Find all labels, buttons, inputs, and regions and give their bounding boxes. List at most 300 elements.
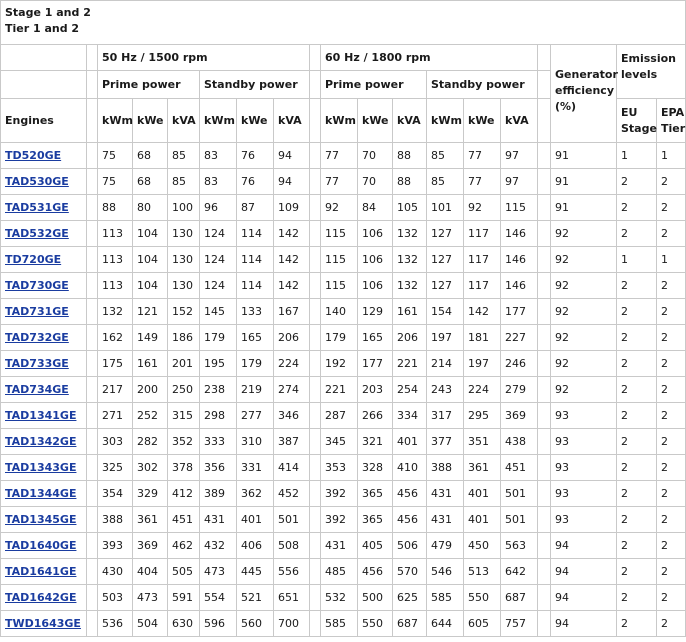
value-cell: 2 [657,325,686,351]
value-cell: 91 [551,143,617,169]
spacer-cell [310,403,321,429]
value-cell: 271 [98,403,133,429]
value-cell: 456 [358,559,393,585]
spacer-cell [310,611,321,637]
gen-eff-line-1: Generator [555,68,618,81]
value-cell: 146 [501,273,538,299]
value-cell: 298 [200,403,237,429]
spacer-cell [538,99,551,143]
value-cell: 85 [427,143,464,169]
table-row [1,611,686,637]
value-cell: 2 [617,585,657,611]
value-cell: 563 [501,533,538,559]
table-row [1,429,686,455]
value-cell: 93 [551,403,617,429]
eu-line-2: Stage [621,122,657,135]
value-cell: 175 [98,351,133,377]
value-cell: 388 [98,507,133,533]
value-cell: 282 [133,429,168,455]
spacer-cell [87,377,98,403]
engine-link[interactable]: TD520GE [5,149,62,162]
value-cell: 2 [657,221,686,247]
value-cell: 77 [464,143,501,169]
value-cell: 378 [168,455,200,481]
value-cell: 167 [274,299,310,325]
engine-cell [1,585,87,611]
spacer-cell [538,403,551,429]
value-cell: 356 [200,455,237,481]
eu-line-1: EU [621,106,638,119]
epa-line-2: Tier [661,122,686,135]
value-cell: 162 [98,325,133,351]
value-cell: 550 [358,611,393,637]
value-cell: 70 [358,143,393,169]
value-cell: 221 [321,377,358,403]
value-cell: 393 [98,533,133,559]
value-cell: 2 [617,351,657,377]
spacer-cell [538,221,551,247]
value-cell: 521 [237,585,274,611]
spacer-cell [310,299,321,325]
value-cell: 115 [321,247,358,273]
engine-link[interactable]: TAD1345GE [5,513,77,526]
value-cell: 113 [98,247,133,273]
value-cell: 451 [168,507,200,533]
unit-kwe-60p: kWe [358,99,393,143]
value-cell: 303 [98,429,133,455]
value-cell: 104 [133,247,168,273]
spacer-cell [310,481,321,507]
value-cell: 246 [501,351,538,377]
value-cell: 88 [98,195,133,221]
value-cell: 127 [427,247,464,273]
value-cell: 345 [321,429,358,455]
engine-link[interactable]: TAD732GE [5,331,69,344]
value-cell: 92 [551,351,617,377]
value-cell: 2 [657,507,686,533]
spacer-cell [310,377,321,403]
value-cell: 197 [464,351,501,377]
value-cell: 114 [237,273,274,299]
value-cell: 2 [617,559,657,585]
value-cell: 473 [200,559,237,585]
value-cell: 2 [617,403,657,429]
value-cell: 388 [427,455,464,481]
table-row [1,585,686,611]
value-cell: 431 [321,533,358,559]
value-cell: 2 [657,195,686,221]
value-cell: 2 [617,507,657,533]
value-cell: 124 [200,273,237,299]
spacer-cell [87,71,98,99]
value-cell: 75 [98,169,133,195]
spacer-cell [87,99,98,143]
spacer-cell [87,611,98,637]
value-cell: 266 [358,403,393,429]
value-cell: 200 [133,377,168,403]
value-cell: 77 [464,169,501,195]
value-cell: 129 [358,299,393,325]
value-cell: 113 [98,221,133,247]
spacer-cell [310,325,321,351]
table-row [1,221,686,247]
table-row [1,169,686,195]
engine-cell [1,221,87,247]
value-cell: 165 [358,325,393,351]
spacer-cell [310,455,321,481]
value-cell: 75 [98,143,133,169]
value-cell: 161 [133,351,168,377]
spacer-cell [87,481,98,507]
value-cell: 456 [393,481,427,507]
value-cell: 346 [274,403,310,429]
emission-line-2: levels [621,68,658,81]
value-cell: 513 [464,559,501,585]
value-cell: 556 [274,559,310,585]
value-cell: 94 [551,533,617,559]
value-cell: 92 [321,195,358,221]
value-cell: 132 [393,247,427,273]
standby-power-60: Standby power [427,71,538,99]
spacer-cell [538,559,551,585]
eu-stage-header [617,99,657,143]
spacer-cell [87,429,98,455]
engine-cell [1,325,87,351]
value-cell: 501 [501,507,538,533]
value-cell: 406 [237,533,274,559]
spacer-cell [538,351,551,377]
value-cell: 109 [274,195,310,221]
value-cell: 130 [168,247,200,273]
value-cell: 591 [168,585,200,611]
value-cell: 179 [237,351,274,377]
unit-kva-60p: kVA [393,99,427,143]
value-cell: 333 [200,429,237,455]
engines-header: Engines [1,99,87,143]
value-cell: 503 [98,585,133,611]
spacer-cell [538,169,551,195]
value-cell: 186 [168,325,200,351]
spacer-cell [310,273,321,299]
value-cell: 85 [168,143,200,169]
value-cell: 351 [464,429,501,455]
value-cell: 146 [501,247,538,273]
value-cell: 93 [551,429,617,455]
spacer-cell [87,273,98,299]
unit-kwe-60s: kWe [464,99,501,143]
value-cell: 369 [133,533,168,559]
value-cell: 438 [501,429,538,455]
value-cell: 1 [657,143,686,169]
group-60hz: 60 Hz / 1800 rpm [321,45,538,71]
value-cell: 113 [98,273,133,299]
value-cell: 485 [321,559,358,585]
engine-link[interactable]: TAD734GE [5,383,69,396]
value-cell: 142 [274,221,310,247]
value-cell: 104 [133,221,168,247]
value-cell: 315 [168,403,200,429]
table-row [1,273,686,299]
value-cell: 146 [501,221,538,247]
value-cell: 2 [657,481,686,507]
value-cell: 92 [551,221,617,247]
header-blank [1,71,87,99]
spacer-cell [87,507,98,533]
caption-line-tier: Tier 1 and 2 [5,22,80,35]
value-cell: 152 [168,299,200,325]
value-cell: 2 [617,273,657,299]
value-cell: 115 [321,221,358,247]
value-cell: 405 [358,533,393,559]
value-cell: 85 [427,169,464,195]
value-cell: 504 [133,611,168,637]
spacer-cell [87,221,98,247]
value-cell: 177 [501,299,538,325]
table-row [1,351,686,377]
spacer-cell [87,325,98,351]
unit-kwe-50p: kWe [133,99,168,143]
engine-link[interactable]: TAD1342GE [5,435,77,448]
value-cell: 2 [657,585,686,611]
value-cell: 105 [393,195,427,221]
engine-cell [1,403,87,429]
value-cell: 132 [393,273,427,299]
spacer-cell [87,143,98,169]
engine-cell [1,611,87,637]
value-cell: 404 [133,559,168,585]
value-cell: 127 [427,221,464,247]
spacer-cell [538,611,551,637]
spacer-cell [538,195,551,221]
spacer-cell [310,351,321,377]
engine-link[interactable]: TAD1640GE [5,539,77,552]
value-cell: 85 [168,169,200,195]
value-cell: 2 [617,611,657,637]
emission-levels-header [617,45,686,99]
gen-eff-line-3: (%) [555,100,577,113]
value-cell: 2 [617,377,657,403]
value-cell: 2 [657,559,686,585]
value-cell: 274 [274,377,310,403]
value-cell: 221 [393,351,427,377]
spacer-cell [538,533,551,559]
value-cell: 310 [237,429,274,455]
value-cell: 2 [617,325,657,351]
emission-line-1: Emission [621,52,676,65]
value-cell: 91 [551,195,617,221]
table-row [1,143,686,169]
spacer-cell [310,45,321,71]
value-cell: 101 [427,195,464,221]
value-cell: 142 [274,247,310,273]
value-cell: 219 [237,377,274,403]
engine-link[interactable]: TD720GE [5,253,62,266]
spacer-cell [538,377,551,403]
value-cell: 473 [133,585,168,611]
spacer-cell [87,169,98,195]
value-cell: 352 [168,429,200,455]
engine-link[interactable]: TAD730GE [5,279,69,292]
value-cell: 91 [551,169,617,195]
value-cell: 80 [133,195,168,221]
value-cell: 2 [617,169,657,195]
value-cell: 585 [321,611,358,637]
spacer-cell [310,247,321,273]
value-cell: 2 [657,377,686,403]
value-cell: 94 [551,585,617,611]
value-cell: 642 [501,559,538,585]
unit-kva-50s: kVA [274,99,310,143]
value-cell: 88 [393,143,427,169]
engine-link[interactable]: TWD1643GE [5,617,81,630]
value-cell: 361 [133,507,168,533]
value-cell: 203 [358,377,393,403]
value-cell: 362 [237,481,274,507]
value-cell: 369 [501,403,538,429]
value-cell: 217 [98,377,133,403]
value-cell: 505 [168,559,200,585]
value-cell: 124 [200,221,237,247]
value-cell: 130 [168,221,200,247]
value-cell: 2 [617,195,657,221]
spacer-cell [538,429,551,455]
engine-link[interactable]: TAD1641GE [5,565,77,578]
engine-rows [1,143,686,637]
value-cell: 115 [321,273,358,299]
value-cell: 445 [237,559,274,585]
value-cell: 84 [358,195,393,221]
spacer-cell [87,533,98,559]
value-cell: 2 [657,429,686,455]
value-cell: 77 [321,169,358,195]
table-row [1,559,686,585]
value-cell: 130 [168,273,200,299]
value-cell: 757 [501,611,538,637]
value-cell: 392 [321,507,358,533]
value-cell: 392 [321,481,358,507]
value-cell: 252 [133,403,168,429]
value-cell: 550 [464,585,501,611]
engine-cell [1,481,87,507]
value-cell: 238 [200,377,237,403]
value-cell: 132 [393,221,427,247]
value-cell: 140 [321,299,358,325]
value-cell: 127 [427,273,464,299]
unit-kwm-50s: kWm [200,99,237,143]
value-cell: 334 [393,403,427,429]
unit-kwm-60p: kWm [321,99,358,143]
value-cell: 451 [501,455,538,481]
value-cell: 277 [237,403,274,429]
value-cell: 93 [551,507,617,533]
value-cell: 279 [501,377,538,403]
value-cell: 165 [237,325,274,351]
engine-link[interactable]: TAD733GE [5,357,69,370]
value-cell: 177 [358,351,393,377]
value-cell: 94 [551,611,617,637]
value-cell: 401 [237,507,274,533]
engine-link[interactable]: TAD1341GE [5,409,77,422]
value-cell: 206 [274,325,310,351]
value-cell: 76 [237,169,274,195]
value-cell: 179 [200,325,237,351]
value-cell: 97 [501,143,538,169]
value-cell: 431 [427,507,464,533]
engine-link[interactable]: TAD1343GE [5,461,77,474]
table-row [1,247,686,273]
spacer-cell [538,273,551,299]
value-cell: 206 [393,325,427,351]
value-cell: 450 [464,533,501,559]
spacer-cell [310,71,321,99]
group-50hz: 50 Hz / 1500 rpm [98,45,310,71]
value-cell: 700 [274,611,310,637]
value-cell: 456 [393,507,427,533]
value-cell: 214 [427,351,464,377]
table-row [1,299,686,325]
value-cell: 106 [358,247,393,273]
value-cell: 250 [168,377,200,403]
table-row [1,533,686,559]
generator-efficiency-header [551,45,617,143]
value-cell: 83 [200,143,237,169]
value-cell: 2 [657,169,686,195]
value-cell: 501 [274,507,310,533]
engine-cell [1,377,87,403]
spacer-cell [538,299,551,325]
value-cell: 142 [464,299,501,325]
value-cell: 94 [274,143,310,169]
value-cell: 83 [200,169,237,195]
spacer-cell [538,325,551,351]
value-cell: 431 [427,481,464,507]
value-cell: 532 [321,585,358,611]
spacer-cell [310,143,321,169]
engine-link[interactable]: TAD531GE [5,201,69,214]
engine-link[interactable]: TAD1642GE [5,591,77,604]
spacer-cell [87,45,98,71]
engine-cell [1,143,87,169]
engine-link[interactable]: TAD530GE [5,175,69,188]
value-cell: 76 [237,143,274,169]
value-cell: 224 [464,377,501,403]
value-cell: 117 [464,273,501,299]
value-cell: 625 [393,585,427,611]
value-cell: 605 [464,611,501,637]
value-cell: 329 [133,481,168,507]
standby-power-50: Standby power [200,71,310,99]
spacer-cell [310,169,321,195]
value-cell: 361 [464,455,501,481]
value-cell: 630 [168,611,200,637]
spacer-cell [538,585,551,611]
value-cell: 106 [358,221,393,247]
value-cell: 500 [358,585,393,611]
engine-cell [1,429,87,455]
spacer-cell [87,455,98,481]
value-cell: 106 [358,273,393,299]
value-cell: 414 [274,455,310,481]
engine-link[interactable]: TAD532GE [5,227,69,240]
table-row [1,507,686,533]
value-cell: 154 [427,299,464,325]
value-cell: 302 [133,455,168,481]
value-cell: 124 [200,247,237,273]
value-cell: 224 [274,351,310,377]
engine-link[interactable]: TAD731GE [5,305,69,318]
engine-link[interactable]: TAD1344GE [5,487,77,500]
value-cell: 331 [237,455,274,481]
